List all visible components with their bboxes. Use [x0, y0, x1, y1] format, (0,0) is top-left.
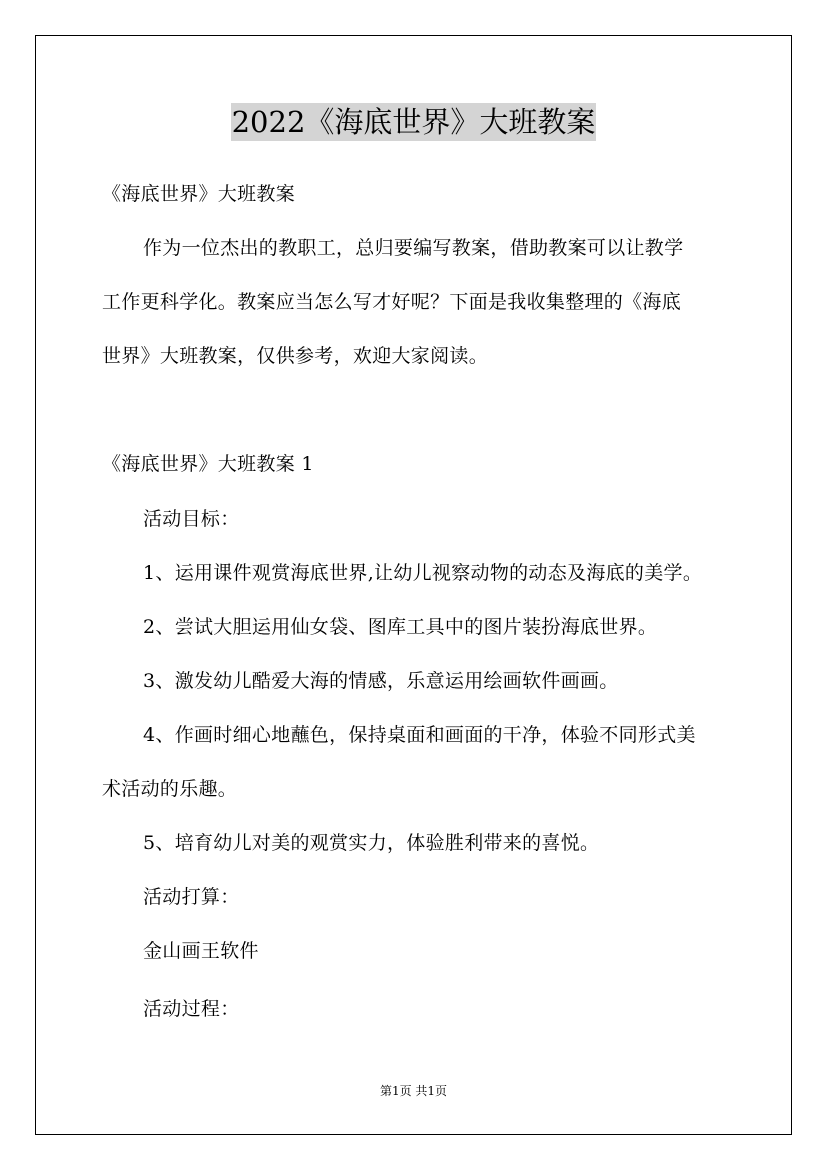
goal-item-5: 5、培育幼儿对美的观赏实力，体验胜利带来的喜悦。 — [143, 832, 600, 854]
process-heading: 活动过程： — [143, 998, 240, 1020]
intro-line-3: 世界》大班教案，仅供参考，欢迎大家阅读。 — [102, 345, 489, 367]
goal-item-4: 4、作画时细心地蘸色，保持桌面和画面的干净，体验不同形式美 — [143, 724, 696, 746]
goal-item-3: 3、激发幼儿酷爱大海的情感，乐意运用绘画软件画画。 — [143, 670, 619, 692]
section-heading: 《海底世界》大班教案 1 — [102, 453, 314, 475]
subtitle: 《海底世界》大班教案 — [102, 183, 296, 205]
document-title-text: 2022《海底世界》大班教案 — [231, 105, 596, 139]
goal-item-2: 2、尝试大胆运用仙女袋、图库工具中的图片装扮海底世界。 — [143, 616, 658, 638]
goal-item-1: 1、运用课件观赏海底世界,让幼儿视察动物的动态及海底的美学。 — [143, 562, 703, 584]
prep-heading: 活动打算： — [143, 886, 240, 908]
goal-item-4-continued: 术活动的乐趣。 — [102, 778, 238, 800]
document-title — [0, 103, 827, 143]
page-footer: 第1页 共1页 — [379, 1084, 448, 1098]
goals-heading: 活动目标： — [143, 508, 240, 530]
intro-line-2: 工作更科学化。教案应当怎么写才好呢？下面是我收集整理的《海底 — [102, 291, 682, 313]
prep-item: 金山画王软件 — [143, 940, 259, 962]
intro-line-1: 作为一位杰出的教职工，总归要编写教案，借助教案可以让教学 — [143, 237, 684, 259]
